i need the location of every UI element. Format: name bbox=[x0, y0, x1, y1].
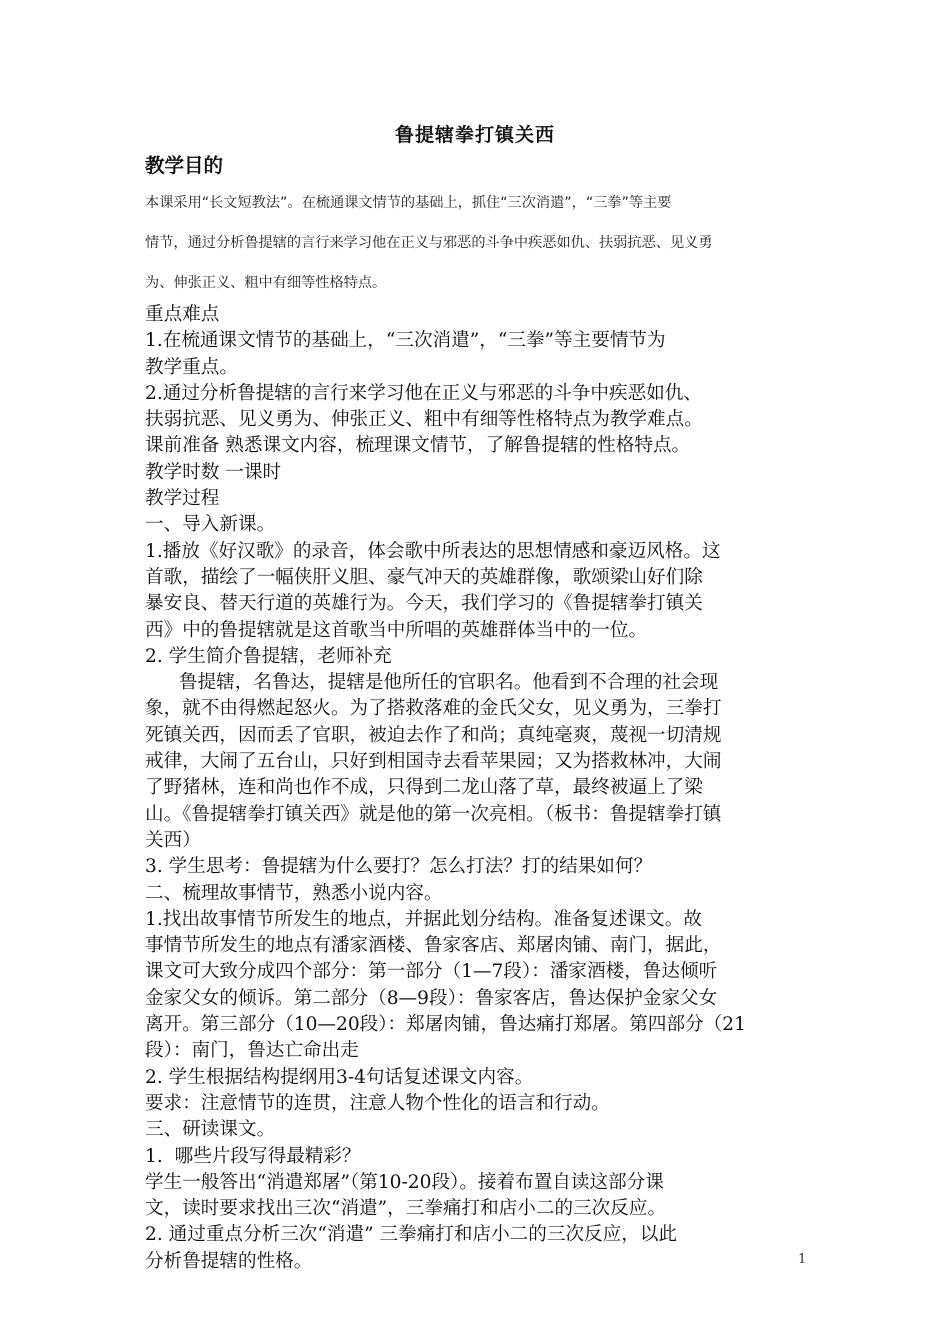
body-line: 段）：南门，鲁达亡命出走 bbox=[145, 1040, 359, 1062]
document-title: 鲁提辖拳打镇关西 bbox=[394, 124, 555, 146]
body-line: 事情节所发生的地点有潘家酒楼、鲁家客店、郑屠肉铺、南门，据此， bbox=[145, 935, 722, 957]
body-line: 西》中的鲁提辖就是这首歌当中所唱的英雄群体当中的一位。 bbox=[145, 619, 648, 641]
body-line: 象，就不由得燃起怒火。为了搭救落难的金氏父女，见义勇为，三拳打 bbox=[145, 698, 722, 720]
page-number: 1 bbox=[798, 1252, 807, 1267]
body-line: 戒律，大闹了五台山，只好到相国寺去看苹果园；又为搭救林冲，大闹 bbox=[145, 751, 722, 773]
body-line: 首歌，描绘了一幅侠肝义胆、豪气冲天的英雄群像，歌颂梁山好们除 bbox=[145, 566, 703, 588]
body-line: 二、梳理故事情节，熟悉小说内容。 bbox=[145, 882, 443, 904]
body-line: 山。《鲁提辖拳打镇关西》就是他的第一次亮相。（板书：鲁提辖拳打镇 bbox=[145, 803, 722, 825]
body-line: 课前准备 熟悉课文内容，梳理课文情节，了解鲁提辖的性格特点。 bbox=[145, 435, 691, 457]
body-line: 1.找出故事情节所发生的地点，并据此划分结构。准备复述课文。故 bbox=[145, 908, 702, 930]
body-line: 2. 学生简介鲁提辖，老师补充 bbox=[145, 645, 392, 667]
body-line: 3. 学生思考：鲁提辖为什么要打？怎么打法？打的结果如何？ bbox=[145, 856, 653, 878]
body-line: 扶弱抗恶、见义勇为、伸张正义、粗中有细等性格特点为教学难点。 bbox=[145, 409, 703, 431]
body-line: 暴安良、替天行道的英雄行为。今天，我们学习的《鲁提辖拳打镇关 bbox=[145, 593, 703, 615]
body-line: 教学重点。 bbox=[145, 356, 238, 378]
body-line: 1.在梳通课文情节的基础上，“三次消遣”，“三拳”等主要情节为 bbox=[145, 330, 666, 352]
body-line: 1.播放《好汉歌》的录音，体会歌中所表达的思想情感和豪迈风格。这 bbox=[145, 540, 721, 562]
objectives-line: 为、伸张正义、粗中有细等性格特点。 bbox=[145, 275, 387, 291]
body-line: 死镇关西，因而丢了官职，被迫去作了和尚；真纯毫爽，蔑视一切清规 bbox=[145, 724, 722, 746]
body-line: 学生一般答出“消遣郑屠”（第10-20段）。接着布置自读这部分课 bbox=[145, 1171, 664, 1193]
body-line: 离开。第三部分（10—20段）：郑屠肉铺，鲁达痛打郑屠。第四部分（21 bbox=[145, 1014, 746, 1036]
section-heading-key-points: 重点难点 bbox=[145, 304, 220, 325]
body-line: 分析鲁提辖的性格。 bbox=[145, 1250, 313, 1272]
objectives-line: 本课采用“长文短教法”。在梳通课文情节的基础上，抓住“三次消遣”，“三拳”等主要 bbox=[145, 195, 672, 211]
objectives-paragraph bbox=[145, 183, 825, 303]
body-line: 鲁提辖，名鲁达，提辖是他所任的官职名。他看到不合理的社会现 bbox=[179, 672, 719, 694]
body-line: 三、研读课文。 bbox=[145, 1119, 276, 1141]
section-heading-process: 教学过程 bbox=[145, 488, 220, 510]
objectives-line: 情节，通过分析鲁提辖的言行来学习他在正义与邪恶的斗争中疾恶如仇、扶弱抗恶、见义勇 bbox=[145, 235, 713, 251]
body-line: 1. 哪些片段写得最精彩？ bbox=[145, 1145, 361, 1167]
body-line: 一、导入新课。 bbox=[145, 514, 276, 536]
body-line: 2. 通过重点分析三次“消遣” 三拳痛打和店小二的三次反应，以此 bbox=[145, 1224, 678, 1246]
body-line: 关西） bbox=[145, 829, 201, 851]
body-line: 要求：注意情节的连贯，注意人物个性化的语言和行动。 bbox=[145, 1092, 610, 1114]
body-line: 2.通过分析鲁提辖的言行来学习他在正义与邪恶的斗争中疾恶如仇、 bbox=[145, 382, 702, 404]
body-line: 文，读时要求找出三次“消遣”，三拳痛打和店小二的三次反应。 bbox=[145, 1198, 667, 1220]
body-line: 了野猪林，连和尚也作不成，只得到二龙山落了草，最终被逼上了梁 bbox=[145, 777, 703, 799]
body-line: 课文可大致分成四个部分：第一部分（1—7段）：潘家酒楼，鲁达倾听 bbox=[145, 961, 718, 983]
document-body bbox=[145, 302, 810, 1275]
objectives-heading: 教学目的 bbox=[145, 154, 224, 177]
body-line: 金家父女的倾诉。第二部分（8—9段）：鲁家客店，鲁达保护金家父女 bbox=[145, 987, 718, 1009]
body-line: 2. 学生根据结构提纲用3-4句话复述课文内容。 bbox=[145, 1066, 534, 1088]
body-line: 教学时数 一课时 bbox=[145, 461, 282, 483]
